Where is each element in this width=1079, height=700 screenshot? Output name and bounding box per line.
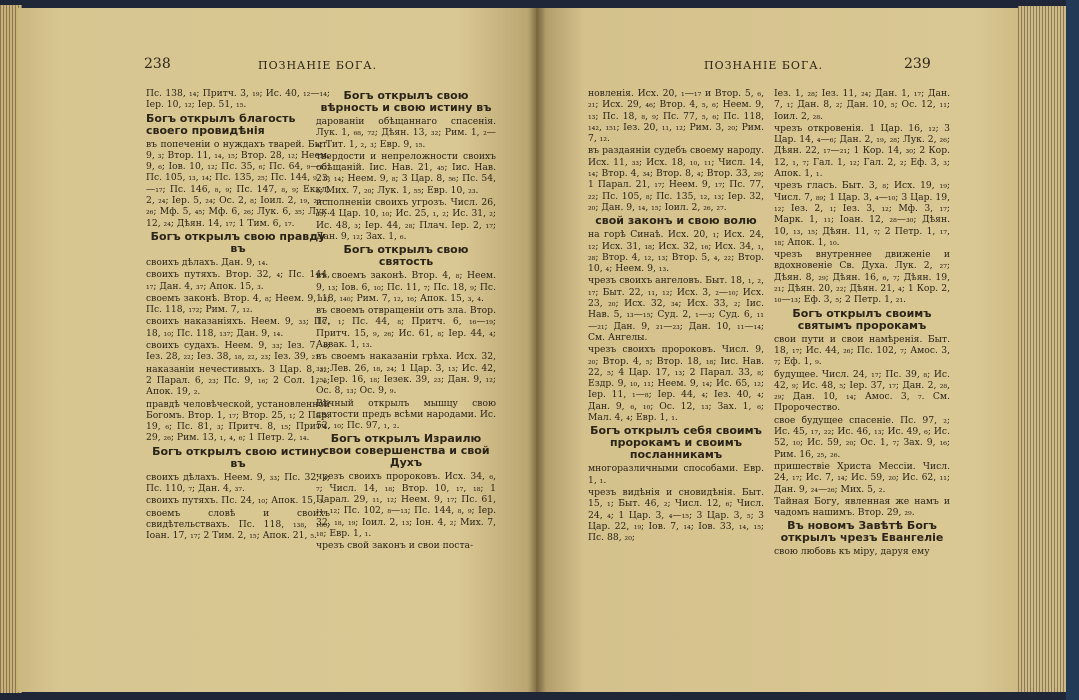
entry-text: свои пути и свои намѣренія. Быт. 18, ₁₇; Ис. 44, ₂₆; Пс. 102, ₇; Амос. 3, ₇; Еф. 1, ₉.: [774, 333, 950, 368]
entry-text: чрезъ внутреннее движеніе и вдохновеніе Св. Духа. Лук. 2, ₂₇; Дѣян. 8, ₂₉; Дѣян. 16, ₆, ₇; Дѣян. 19, ₂₁; Дѣян. 20, ₂₂; Дѣян. 21, ₄; 1 Кор. 2, ₁₀—₁₃; Еф. 3, ₅; 2 Петр. 1, ₂₁.: [774, 249, 950, 306]
entry-text: на горѣ Синаѣ. Исх. 20, ₁; Исх. 24, ₁₂; Исх. 31, ₁₈; Исх. 32, ₁₆; Исх. 34, ₁, ₂₈; Втор. 4, ₁₂, ₁₃; Втор. 5, ₄, ₂₂; Втор. 10, ₄; Неем. 9, ₁₃.: [588, 229, 764, 275]
right-page: [536, 8, 1022, 692]
right-column-1: [588, 88, 764, 544]
entry-text: въ раздаяніи судебъ своему народу. Исх. 11, ₃₃; Исх. 18, ₁₀, ₁₁; Числ. 14, ₁₄; Втор. 4, ₃₄; Втор. 8, ₄; Втор. 33, ₂₉; 1 Парал. 21, ₁₇; Неем. 9, ₁₇; Пс. 77, ₂₂; Пс. 105, ₈; Пс. 135, ₁₂, ₁₃; Іер. 32, ₂₀; Дан. 9, ₁₄, ₁₅; Іоил. 2, ₂₆, ₂₇.: [588, 145, 764, 213]
entry-text: чрезъ своихъ ангеловъ. Быт. 18, ₁, ₂, ₁₇; Быт. 22, ₁₁, ₁₂; Исх. 3, ₂—₁₀; Исх. 23, ₂₀; Исх. 32, ₃₄; Исх. 33, ₂; Іис. Нав. 5, ₁₃—₁₅; Суд. 2, ₁—₃; Суд. 6, ₁₁—₂₁; Дан. 9, ₂₁—₂₃; Дан. 10, ₁₁—₁₄; См. Ангелы.: [588, 275, 764, 343]
section-heading: Богъ открылъ свою святость: [343, 243, 469, 269]
section-heading: Въ новомъ Завѣтѣ Богъ открылъ чрезъ Евангеліе: [780, 519, 944, 545]
entry-text: Тайная Богу, явленная же намъ и чадомъ нашимъ. Втор. 29, ₂₉.: [774, 495, 950, 519]
entry-text: пришествіе Христа Мессіи. Числ. 24, ₁₇; Ис. 7, ₁₄; Ис. 59, ₂₀; Ис. 62, ₁₁; Дан. 9, ₂₄—₂₆; Мих. 5, ₂.: [774, 460, 950, 495]
entry-text: своихъ судахъ. Неем. 9, ₃₃; Іез. 7, ₉; Іез. 28, ₂₂; Іез. 38, ₁₈, ₂₂, ₂₃; Іез. 39, ₂₁.: [146, 340, 330, 363]
section-heading: Богъ открылъ свою вѣрность и свою истину въ: [320, 89, 492, 114]
left-column-1: [146, 88, 330, 543]
page-number-left: 238: [144, 56, 171, 72]
section-heading: свой законъ и свою волю: [595, 214, 757, 228]
section-heading: Богъ открылъ свою истину въ: [152, 444, 324, 470]
right-column-2: [774, 88, 950, 559]
entry-text: новленія. Исх. 20, ₁—₁₇ и Втор. 5, ₆, ₂₁; Исх. 29, ₄₆; Втор. 4, ₅, ₆; Неем. 9, ₁₃; Пс. 18, ₈, ₉; Пс. 77, ₅, ₆; Пс. 118, ₁₄₂, ₁₅₁; Іез. 20, ₁₁, ₁₂; Рим. 3, ₂₀; Рим. 7, ₁₂.: [588, 88, 764, 145]
entry-text: чрезъ откровенія. 1 Цар. 16, ₁₂; 3 Цар. 14, ₄—₆; Дан. 2, ₁₉, ₂₈; Лук. 2, ₂₆; Дѣян. 22, ₁₇—₂₁; 1 Кор. 14, ₃₀; 2 Кор. 12, ₁, ₇; Гал. 1, ₁₂; Гал. 2, ₂; Еф. 3, ₃; Апок. 1, ₁.: [774, 122, 950, 180]
section-heading: Богъ открылъ благость своего провидѣнія: [146, 111, 296, 137]
left-page: [18, 8, 536, 692]
book-gutter: [528, 8, 546, 692]
entry-text: своемъ законѣ. Втор. 4, ₈; Неем. 9, ₁₃; Пс. 118, ₁₇₂; Рим. 7, ₁₂.: [146, 292, 330, 316]
entry-text: въ попеченіи о нуждахъ тварей. Быт. 9, ₃; Втор. 11, ₁₄, ₁₅; Втор. 28, ₁₂; Неем. 9, ₆; Іов. 10, ₁₂; Пс. 35, ₆; Пс. 64, ₉—₁₃; Пс. 105, ₁₃, ₁₄; Пс. 135, ₂₅; Пс. 144, ₉, ₁₅—₁₇; Пс. 146, ₈, ₉; Пс. 147, ₈, ₉; Еккл. 2, ₂₄; Іер. 5, ₂₄; Ос. 2, ₈; Іоил. 2, ₁₉, ₂₃—₂₆; Мф. 5, ₄₅; Мф. 6, ₂₆; Лук. 6, ₃₅; Лук. 12, ₂₄; Дѣян. 14, ₁₇; 1 Тим. 6, ₁₇.: [146, 138, 330, 229]
entry-text: твердости и непреложности своихъ обѣщаній. Іис. Нав. 21, ₄₅; Іис. Нав. 23, ₁₄; Неем. 9, ₈; 3 Цар. 8, ₅₆; Пс. 54, ₆; Мих. 7, ₂₀; Лук. 1, ₅₅; Евр. 10, ₂₃.: [316, 150, 496, 196]
entry-text: чрезъ своихъ пророковъ. Исх. 34, ₆, ₇; Числ. 14, ₁₈; Втор. 10, ₁₇, ₁₈; 1 Парал. 29, ₁₁, ₁₂; Неем. 9, ₁₇; Пс. 61, ₁₁, ₁₂; Пс. 102, ₈—₁₃; Пс. 144, ₈, ₉; Іер. 32, ₁₈, ₁₉; Іоил. 2, ₁₃; Іон. 4, ₂; Мих. 7, ₁₈; Евр. 1, ₁.: [316, 471, 496, 539]
entry-text: своихъ путяхъ. Втор. 32, ₄; Пс. 144, ₁₇; Дан. 4, ₃₇; Апок. 15, ₃.: [146, 269, 330, 292]
entry-text: правдѣ человѣческой, установленной Богомъ. Втор. 1, ₁₇; Втор. 25, ₁; 2 Пар. 19, ₆; Пс. 81, ₃; Притч. 8, ₁₅; Притч. 29, ₂₆; Рим. 13, ₁, ₄, ₆; 1 Петр. 2, ₁₄.: [146, 398, 330, 444]
entry-text: своемъ словѣ и своихъ свидѣтельствахъ. Пс. 118, ₁₃₈, ₁₆₀; Іоан. 17, ₁₇; 2 Тим. 2, ₁₅; Апок. 21, ₅.: [146, 507, 330, 542]
entry-text: въ своемъ отвращеніи отъ зла. Втор. 17, ₁; Пс. 44, ₈; Притч. 6, ₁₆—₁₉; Притч. 15, ₉, ₂₆; Ис. 61, ₈; Іер. 44, ₄; Аввак. 1, ₁₃.: [316, 305, 496, 351]
entry-text: въ своемъ законѣ. Втор. 4, ₈; Неем. 9, ₁₃; Іов. 6, ₁₀; Пс. 11, ₇; Пс. 18, ₉; Пс. 118, ₁₄₀; Рим. 7, ₁₂, ₁₆; Апок. 15, ₃, ₄.: [316, 270, 496, 304]
page-edges-right: [1018, 6, 1070, 692]
entry-text: наказаніи нечестивыхъ. 3 Цар. 8, ₃₂; 2 Парал. 6, ₂₃; Пс. 9, ₁₆; 2 Сол. 1, ₆; Апок. 19, ₂.: [146, 363, 330, 398]
entry-text: свое будущее спасеніе. Пс. 97, ₂; Ис. 45, ₁₇, ₂₂; Ис. 46, ₁₃; Ис. 49, ₆; Ис. 52, ₁₀; Ис. 59, ₂₀; Ос. 1, ₇; Зах. 9, ₁₆; Рим. 16, ₂₅, ₂₆.: [774, 414, 950, 460]
entry-text: Пс. 138, ₁₄; Притч. 3, ₁₉; Ис. 40, ₁₂—₁₄; Іер. 10, ₁₂; Іер. 51, ₁₅.: [146, 88, 330, 111]
section-heading: Богъ открылъ себя своимъ пророкамъ и своимъ посланникамъ: [590, 424, 762, 462]
entry-text: Іез. 1, ₂₈; Іез. 11, ₂₄; Дан. 1, ₁₇; Дан. 7, ₁; Дан. 8, ₂; Дан. 10, ₅; Ос. 12, ₁₁; Іоил. 2, ₂₈.: [774, 88, 950, 122]
entry-text: въ своемъ наказаніи грѣха. Исх. 32, ₃₃; Лев. 26, ₁₈, ₂₄; 1 Цар. 3, ₁₃; Ис. 42, ₂₅; Іер. 16, ₁₈; Іезек. 39, ₂₃; Дан. 9, ₁₂; Ос. 8, ₁₃; Ос. 9, ₉.: [316, 351, 496, 397]
entry-text: дарованіи обѣщаннаго спасенія. Лук. 1, ₆₈, ₇₂; Дѣян. 13, ₃₂; Рим. 1, ₂—₄; Тит. 1, ₂, ₃; Евр. 9, ₁₅.: [316, 116, 496, 150]
entry-text: своихъ наказаніяхъ. Неем. 9, ₃₃; Пс. 18, ₁₀; Пс. 118, ₁₃₇; Дан. 9, ₁₄.: [146, 316, 330, 339]
entry-text: своихъ дѣлахъ. Дан. 9, ₁₄.: [146, 256, 269, 268]
entry-text: многоразличными способами. Евр. 1, ₁.: [588, 463, 764, 486]
page-number-right: 239: [904, 56, 931, 72]
entry-text: будущее. Числ. 24, ₁₇; Пс. 39, ₈; Ис. 42, ₉; Ис. 48, ₅; Іер. 37, ₁₇; Дан. 2, ₂₈, ₂₉; Дан. 10, ₁₄; Амос. 3, ₇. См. Пророчество.: [774, 368, 950, 414]
book-cover-right: [1066, 0, 1079, 700]
entry-text: чрезъ видѣнія и сновидѣнія. Быт. 15, ₁; Быт. 46, ₂; Числ. 12, ₆; Числ. 24, ₄; 1 Цар. 3, ₄—₁₅; 3 Цар. 3, ₅; 3 Цар. 22, ₁₉; Іов. 7, ₁₄; Іов. 33, ₁₄, ₁₅; Пс. 88, ₂₀;: [588, 486, 764, 544]
entry-text: своихъ дѣлахъ. Неем. 9, ₃₃; Пс. 32, ₄; Пс. 110, ₇; Дан. 4, ₃₇.: [146, 471, 330, 495]
entry-text: своихъ путяхъ. Пс. 24, ₁₀; Апок. 15, ₃.: [146, 495, 326, 507]
entry-text: исполненіи своихъ угрозъ. Числ. 26, ₆₅; 4 Цар. 10, ₁₀; Ис. 25, ₁, ₂; Ис. 31, ₂; Ис. 48, ₃; Іер. 44, ₂₈; Плач. Іер. 2, ₁₇; Дан. 9, ₁₂; Зах. 1, ₆.: [316, 197, 496, 242]
running-head-right: ПОЗНАНІЕ БОГА.: [704, 59, 824, 72]
entry-text: чрезъ гласъ. Быт. 3, ₈; Исх. 19, ₁₉; Числ. 7, ₈₉; 1 Цар. 3, ₄—₁₀; 3 Цар. 19, ₁₂; Іез. 2, ₁; Іез. 3, ₁₂; Мф. 3, ₁₇; Марк. 1, ₁₁; Іоан. 12, ₂₈—₃₀; Дѣян. 10, ₁₃, ₁₅; Дѣян. 11, ₇; 2 Петр. 1, ₁₇, ₁₈; Апок. 1, ₁₀.: [774, 180, 950, 248]
section-heading: Богъ открылъ своимъ святымъ пророкамъ: [792, 306, 932, 332]
entry-text: чрезъ своихъ пророковъ. Числ. 9, ₂₀; Втор. 4, ₅; Втор. 18, ₁₈; Іис. Нав. 22, ₅; 4 Цар. 17, ₁₃; 2 Парал. 33, ₈; Ездр. 9, ₁₀, ₁₁; Неем. 9, ₁₄; Ис. 65, ₁₂; Іер. 11, ₁—₈; Іер. 44, ₄; Іез. 40, ₄; Дан. 9, ₆, ₁₀; Ос. 12, ₁₃; Зах. 1, ₆; Мал. 4, ₄; Евр. 1, ₁.: [588, 344, 764, 424]
section-heading: Богъ открылъ свою правду въ: [150, 229, 326, 255]
running-head-left: ПОЗНАНІЕ БОГА.: [258, 59, 378, 72]
entry-text: чрезъ свой законъ и свои поста-: [316, 540, 474, 552]
section-heading: Богъ открылъ Израилю свои совершенства и свой Духъ: [322, 432, 490, 470]
left-column-2: [316, 88, 496, 553]
entry-text: свою любовь къ міру, даруя ему: [774, 546, 930, 558]
entry-text: Вѣчный открылъ мышцу свою святости предъ всѣми народами. Ис. 52, ₁₀; Пс. 97, ₁, ₂.: [316, 397, 496, 432]
